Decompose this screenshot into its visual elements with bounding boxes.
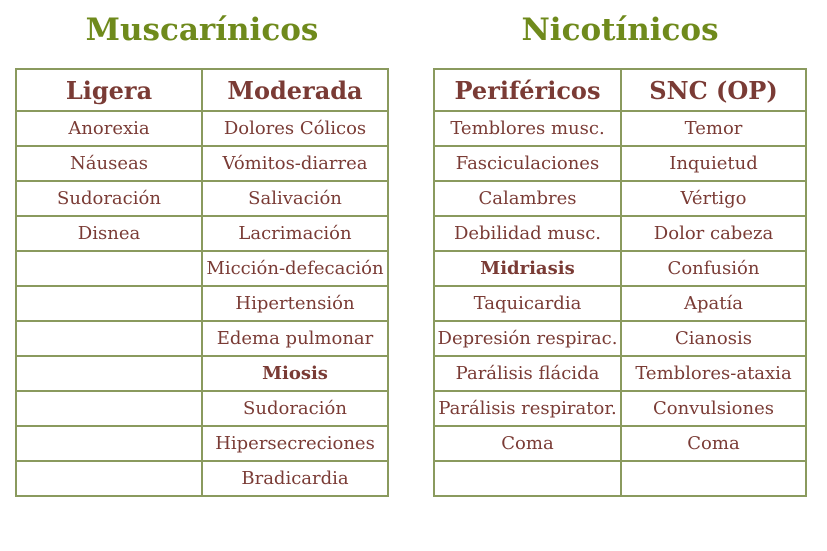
table-row	[16, 391, 388, 426]
table-cell	[16, 286, 202, 321]
table-row	[434, 461, 806, 496]
table-row	[434, 111, 806, 146]
table-row	[16, 461, 388, 496]
table-cell: Lacrimación	[202, 216, 388, 251]
table-cell: Vómitos-diarrea	[202, 146, 388, 181]
table-cell: Disnea	[16, 216, 202, 251]
table-cell: Confusión	[621, 251, 806, 286]
table-cell: Calambres	[434, 181, 621, 216]
table-row	[434, 181, 806, 216]
table-cell	[16, 251, 202, 286]
table-cell: Salivación	[202, 181, 388, 216]
table-cell: Náuseas	[16, 146, 202, 181]
table-row	[434, 251, 806, 286]
table-row	[434, 286, 806, 321]
table-cell: Parálisis flácida	[434, 356, 621, 391]
table-row	[16, 216, 388, 251]
table-cell: Coma	[621, 426, 806, 461]
table-row	[16, 181, 388, 216]
table-cell: Debilidad musc.	[434, 216, 621, 251]
column-header-snc: SNC (OP)	[621, 69, 806, 111]
table-cell: Taquicardia	[434, 286, 621, 321]
table-cell: Temblores musc.	[434, 111, 621, 146]
table-row	[434, 216, 806, 251]
table-cell-emphasis: Midriasis	[434, 251, 621, 286]
table-row	[16, 426, 388, 461]
table-cell: Dolores Cólicos	[202, 111, 388, 146]
table-row	[16, 111, 388, 146]
table-cell-emphasis: Miosis	[202, 356, 388, 391]
table-cell: Hipertensión	[202, 286, 388, 321]
nicotinicos-table	[433, 68, 807, 497]
muscarinicos-title: Muscarínicos	[85, 12, 319, 48]
table-cell: Temblores-ataxia	[621, 356, 806, 391]
table-cell: Micción-defecación	[202, 251, 388, 286]
table-cell: Bradicardia	[202, 461, 388, 496]
table-row	[434, 321, 806, 356]
table-cell: Convulsiones	[621, 391, 806, 426]
column-header-perifericos: Periféricos	[434, 69, 621, 111]
table-row	[16, 356, 388, 391]
table-cell: Hipersecreciones	[202, 426, 388, 461]
table-cell: Sudoración	[16, 181, 202, 216]
table-cell	[16, 321, 202, 356]
muscarinicos-table	[15, 68, 389, 497]
table-row	[16, 146, 388, 181]
nicotinicos-title: Nicotínicos	[521, 12, 719, 48]
table-cell: Dolor cabeza	[621, 216, 806, 251]
table-cell: Anorexia	[16, 111, 202, 146]
table-cell: Temor	[621, 111, 806, 146]
table-cell	[16, 461, 202, 496]
table-cell: Coma	[434, 426, 621, 461]
column-header-moderada: Moderada	[202, 69, 388, 111]
table-row	[16, 251, 388, 286]
table-cell: Parálisis respirator.	[434, 391, 621, 426]
column-header-ligera: Ligera	[16, 69, 202, 111]
table-cell: Depresión respirac.	[434, 321, 621, 356]
table-row	[434, 391, 806, 426]
table-cell: Sudoración	[202, 391, 388, 426]
table-header-row	[16, 69, 388, 111]
table-cell	[16, 391, 202, 426]
table-cell	[434, 461, 621, 496]
table-cell: Inquietud	[621, 146, 806, 181]
table-header-row	[434, 69, 806, 111]
table-cell: Edema pulmonar	[202, 321, 388, 356]
table-cell: Vértigo	[621, 181, 806, 216]
table-row	[16, 286, 388, 321]
table-cell	[621, 461, 806, 496]
table-row	[434, 356, 806, 391]
table-cell	[16, 356, 202, 391]
table-cell: Fasciculaciones	[434, 146, 621, 181]
table-cell: Cianosis	[621, 321, 806, 356]
table-row	[16, 321, 388, 356]
table-cell	[16, 426, 202, 461]
table-row	[434, 146, 806, 181]
table-row	[434, 426, 806, 461]
table-cell: Apatía	[621, 286, 806, 321]
